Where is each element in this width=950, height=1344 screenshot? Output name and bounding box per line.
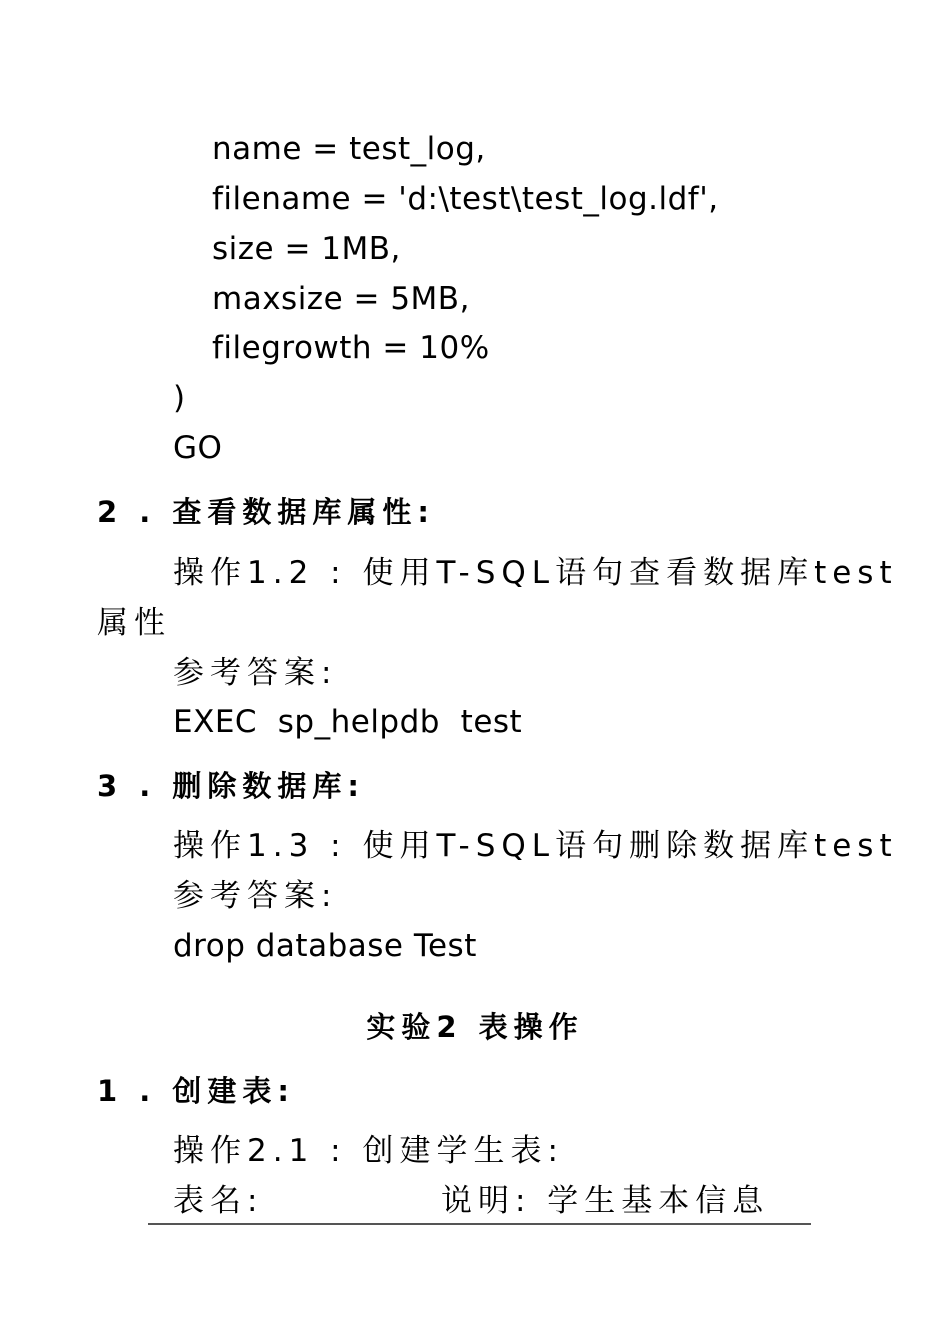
section-2-operation-line-2: 属性 xyxy=(97,605,171,641)
code-line-go: GO xyxy=(173,430,223,466)
section-3-answer-label: 参考答案: xyxy=(173,878,338,914)
table-name-label: 表名: xyxy=(173,1183,264,1219)
table-description-label: 说明: 学生基本信息 xyxy=(441,1183,770,1219)
experiment-2-operation-line: 操作2.1 : 创建学生表: xyxy=(173,1133,564,1169)
code-line-filename: filename = 'd:\test\test_log.ldf', xyxy=(212,181,719,217)
section-3-heading: 3 . 删除数据库: xyxy=(97,769,365,803)
section-2-answer-code: EXEC sp_helpdb test xyxy=(173,704,523,740)
code-line-close-paren: ) xyxy=(173,380,186,416)
table-top-rule xyxy=(148,1223,811,1225)
section-2-heading: 2 . 查看数据库属性: xyxy=(97,495,435,529)
section-2-operation-line-1: 操作1.2 : 使用T-SQL语句查看数据库test xyxy=(173,555,898,591)
experiment-2-title: 实验2 表操作 xyxy=(366,1010,584,1044)
code-line-maxsize: maxsize = 5MB, xyxy=(212,281,470,317)
section-2-answer-label: 参考答案: xyxy=(173,655,338,691)
section-3-operation-line: 操作1.3 : 使用T-SQL语句删除数据库test xyxy=(173,828,898,864)
code-line-name: name = test_log, xyxy=(212,131,486,167)
section-3-answer-code: drop database Test xyxy=(173,928,477,964)
code-line-size: size = 1MB, xyxy=(212,231,401,267)
experiment-2-section-1-heading: 1 . 创建表: xyxy=(97,1074,295,1108)
code-line-filegrowth: filegrowth = 10% xyxy=(212,330,490,366)
